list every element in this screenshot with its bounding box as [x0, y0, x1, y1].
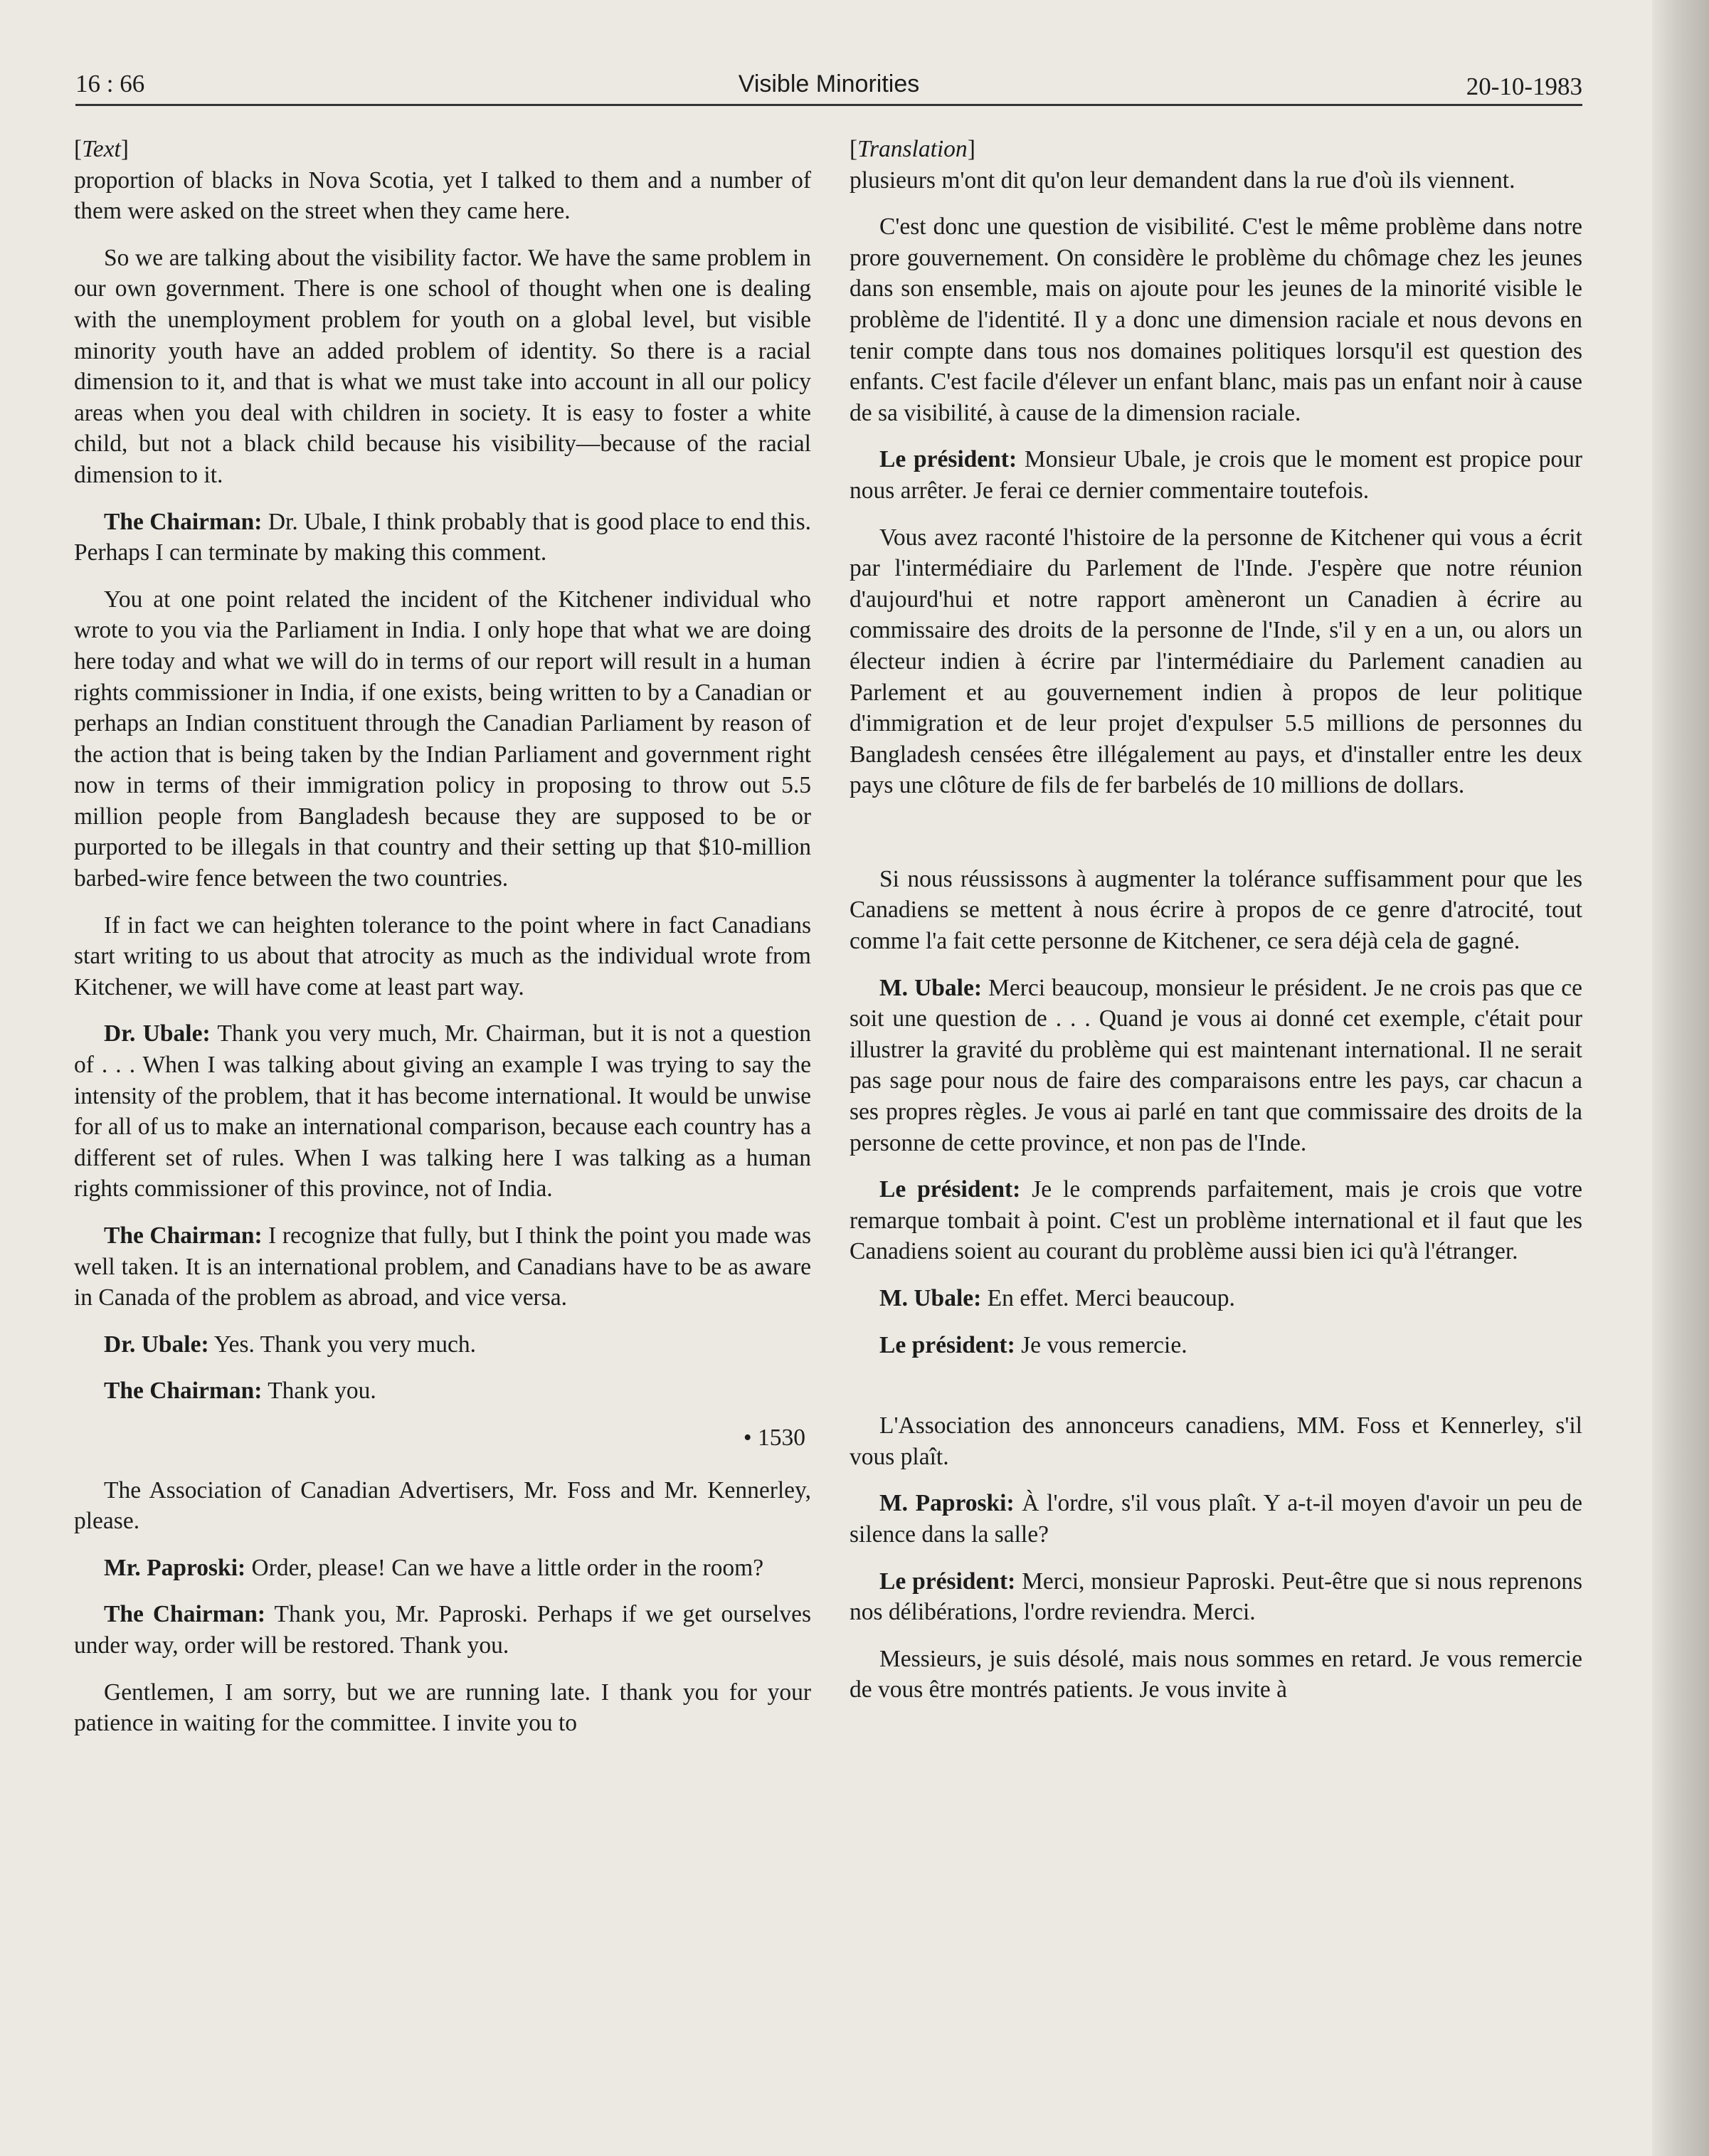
speech-paragraph: M. Ubale: En effet. Merci beaucoup. — [879, 1285, 1235, 1311]
french-column — [850, 134, 1582, 1721]
time-stamp: • 1530 — [743, 1424, 805, 1451]
speaker-label: M. Paproski: — [879, 1490, 1015, 1517]
speech-paragraph: Dr. Ubale: Yes. Thank you very much. — [104, 1331, 476, 1358]
speech-paragraph: M. Paproski: À l'ordre, s'il vous plaît. Y a-t-il moyen d'avoir un peu de silence dans la salle? — [850, 1490, 1583, 1548]
speaker-label: The Chairman: — [104, 1378, 263, 1405]
speech-paragraph: Le président: Merci, monsieur Paproski. Peut-être que si nous reprenons nos délibérations, l'ordre reviendra. Merci. — [850, 1568, 1582, 1626]
speaker-label: The Chairman: — [104, 1222, 263, 1249]
speech-paragraph: The Chairman: Dr. Ubale, I think probably that is good place to end this. Perhaps I can terminate by making this comment. — [74, 508, 811, 566]
page-edge-shadow — [1652, 0, 1709, 2156]
speech-paragraph: Le président: Je vous remercie. — [879, 1331, 1187, 1358]
speaker-label: The Chairman: — [104, 508, 263, 535]
english-column — [74, 134, 811, 1755]
paragraph: Si nous réussissons à augmenter la tolérance suffisamment pour que les Canadiens se mettent à nous écrire à propos de ce genre d'atrocité, tout comme l'a fait cette personne de Kitchener, ce sera déjà cela de gagné. — [850, 865, 1582, 955]
paragraph: Gentlemen, I am sorry, but we are running late. I thank you for your patience in waiting for the committee. I invite you to — [74, 1679, 811, 1737]
paragraph: If in fact we can heighten tolerance to the point where in fact Canadians start writing to us about that atrocity as much as the individual wrote from Kitchener, we will have come at least part way. — [74, 911, 811, 1000]
translation-marker: [Translation] — [850, 136, 975, 162]
page-number: 16 : 66 — [75, 70, 145, 97]
text-marker: [Text] — [74, 136, 129, 162]
speech-paragraph: The Chairman: I recognize that fully, but I think the point you made was well taken. It is an international problem, and Canadians have to be as aware in Canada of the problem as abroad, and vice versa. — [74, 1222, 811, 1311]
speech-paragraph: M. Ubale: Merci beaucoup, monsieur le président. Je ne crois pas que ce soit une question de . . . Quand je vous ai donné cet exemple, c'était pour illustrer la gravité du problème qui est maintenant international. Il ne serait pas sage pour nous de faire des comparaisons entre les pays, car chacun a ses propres règles. Je vous ai parlé en tant que commissaire des droits de la personne de cette province, et non pas de l'Inde. — [850, 974, 1582, 1156]
speech-paragraph: The Chairman: Thank you. — [104, 1378, 376, 1405]
speech-paragraph: Dr. Ubale: Thank you very much, Mr. Chairman, but it is not a question of . . . When I was talking about giving an example I was trying to say the intensity of the problem, that it has become international. It would be unwise for all of us to make an international comparison, because each country has a different set of rules. When I was talking here I was talking as a human rights commissioner of this province, not of India. — [74, 1020, 811, 1203]
paragraph: Messieurs, je suis désolé, mais nous sommes en retard. Je vous remercie de vous être montrés patients. Je vous invite à — [850, 1645, 1582, 1703]
header-date: 20-10-1983 — [1466, 73, 1582, 100]
paragraph: C'est donc une question de visibilité. C'est le même problème dans notre prore gouvernement. On considère le problème du chômage chez les jeunes dans son ensemble, mais on ajoute pour les jeunes de la minorité visible le problème de l'identité. Il y a donc une dimension raciale et nous devons en tenir compte dans tous nos domaines politiques lorsqu'il est question des enfants. C'est facile d'élever un enfant blanc, mais pas un enfant noir à cause de sa visibilité, à cause de la dimension raciale. — [850, 213, 1582, 426]
speech-paragraph: Le président: Monsieur Ubale, je crois que le moment est propice pour nous arrêter. Je ferai ce dernier commentaire toutefois. — [850, 446, 1582, 504]
speech-paragraph: Le président: Je le comprends parfaitement, mais je crois que votre remarque tombait à point. C'est un problème international et il faut que les Canadiens soient au courant du problème aussi bien ici qu'à l'étranger. — [850, 1176, 1583, 1265]
running-title: Visible Minorities — [738, 70, 920, 97]
spacer — [850, 1376, 1582, 1410]
speech-paragraph: The Chairman: Thank you, Mr. Paproski. Perhaps if we get ourselves under way, order will be restored. Thank you. — [74, 1601, 811, 1659]
speaker-label: Le président: — [879, 1176, 1021, 1203]
speaker-label: Le président: — [879, 1331, 1015, 1358]
speaker-label: Mr. Paproski: — [104, 1554, 246, 1581]
speaker-label: Dr. Ubale: — [104, 1331, 209, 1358]
paragraph: proportion of blacks in Nova Scotia, yet I talked to them and a number of them were asked on the street when they came here. — [74, 167, 811, 225]
paragraph: The Association of Canadian Advertisers, Mr. Foss and Mr. Kennerley, please. — [74, 1476, 811, 1535]
speaker-label: The Chairman: — [104, 1601, 266, 1628]
paragraph: So we are talking about the visibility factor. We have the same problem in our own government. There is one school of thought when one is dealing with the unemployment problem for youth on a global level, but visible minority youth have an added problem of identity. So there is a racial dimension to it, and that is what we must take into account in all our policy areas when you deal with children in society. It is easy to foster a white child, but not a black child because his visibility—because of the racial dimension to it. — [74, 244, 811, 488]
speaker-label: M. Ubale: — [879, 974, 982, 1001]
paragraph: You at one point related the incident of the Kitchener individual who wrote to you via the Parliament in India. I only hope that what we are doing here today and what we will do in terms of our report will result in a human rights commissioner in India, if one exists, being written to by a Canadian or perhaps an Indian constituent through the Canadian Parliament by reason of the action that is being taken by the Indian Parliament and government right now in terms of their immigration policy in proposing to throw out 5.5 million people from Bangladesh because they are supposed to be or purported to be illegals in that country and their setting up that $10-million barbed-wire fence between the two countries. — [74, 586, 811, 892]
speaker-label: M. Ubale: — [879, 1285, 982, 1311]
speaker-label: Le président: — [879, 1568, 1016, 1595]
paragraph: L'Association des annonceurs canadiens, MM. Foss et Kennerley, s'il vous plaît. — [850, 1412, 1582, 1470]
speaker-label: Le président: — [879, 446, 1017, 473]
paragraph: Vous avez raconté l'histoire de la personne de Kitchener qui vous a écrit par l'intermédiaire du Parlement de l'Inde. J'espère que notre réunion d'aujourd'hui et notre rapport amèneront un Canadien à écrire au commissaire des droits de la personne de l'Inde, s'il y en a un, ou alors un électeur indien à écrire par l'intermédiaire du Parlement canadien au Parlement et au gouvernement indien à propos de leur politique d'immigration et de leur projet d'expulser 5.5 millions de personnes du Bangladesh censées être illégalement au pays, et d'installer entre les deux pays une clôture de fils de fer barbelés de 10 millions de dollars. — [850, 524, 1582, 799]
paragraph: plusieurs m'ont dit qu'on leur demandent dans la rue d'où ils viennent. — [850, 167, 1515, 194]
spacer — [850, 817, 1582, 864]
speaker-label: Dr. Ubale: — [104, 1020, 211, 1047]
page-header — [75, 63, 1582, 106]
speech-paragraph: Mr. Paproski: Order, please! Can we have a little order in the room? — [104, 1554, 764, 1581]
